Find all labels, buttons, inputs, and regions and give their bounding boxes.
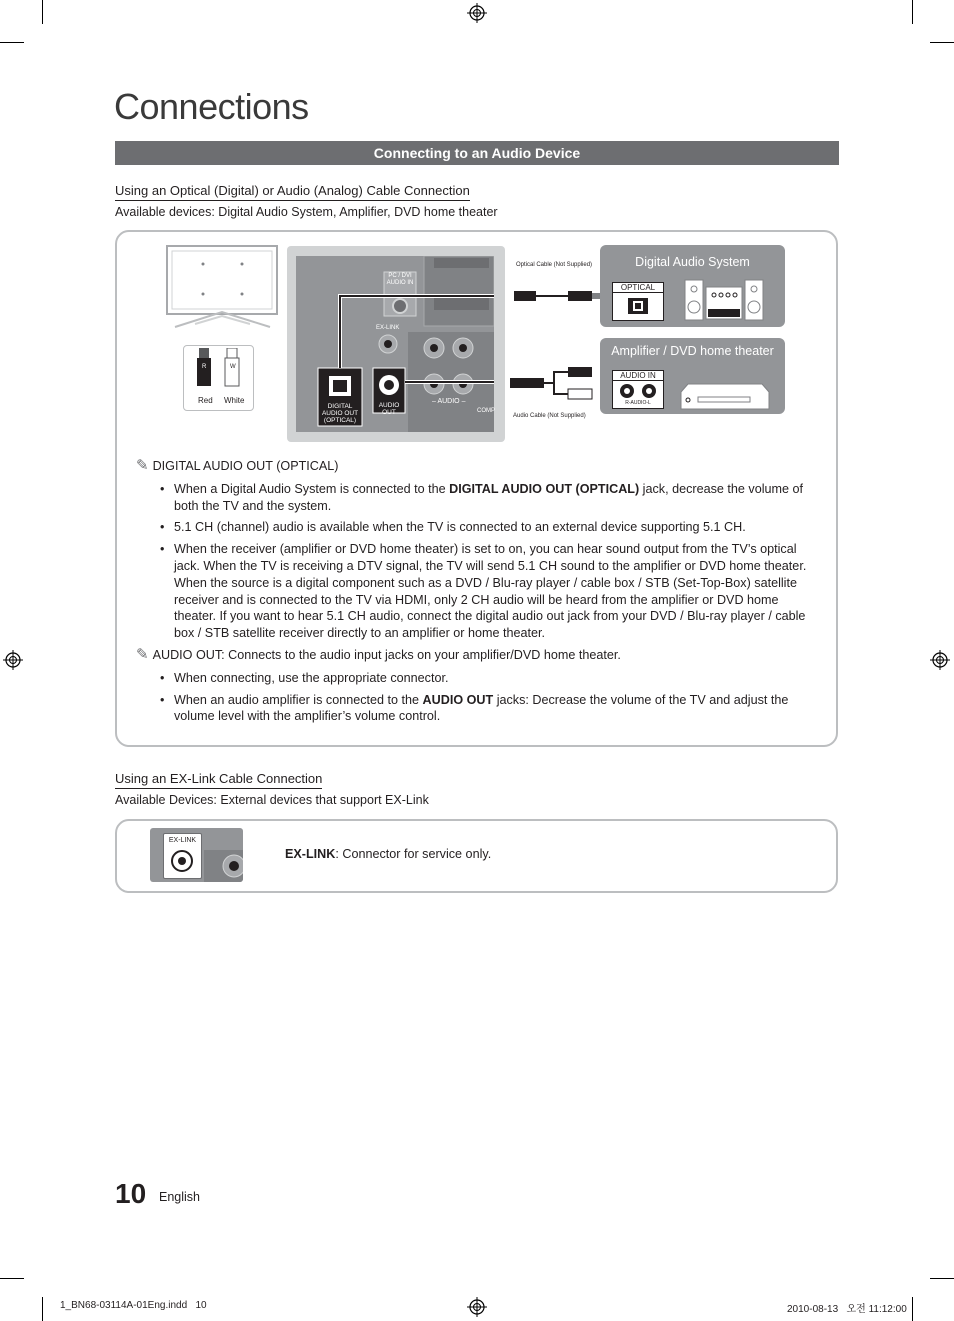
- exlink-panel-label: EX-LINK: [376, 325, 400, 331]
- optical-cable-label: Optical Cable (Not Supplied): [516, 262, 593, 268]
- amplifier-dvd-device: [600, 338, 785, 414]
- audio-in-port-label: AUDIO IN: [613, 371, 663, 381]
- audio-cable-icon: [506, 364, 602, 404]
- digital-audio-system-device: [600, 245, 785, 327]
- red-cable-label: Red: [198, 396, 213, 405]
- digital-audio-bullets: [136, 481, 819, 642]
- note-audio-out-text: [153, 647, 621, 664]
- exlink-jack-icon: [170, 849, 194, 873]
- registration-mark-icon: [467, 3, 487, 23]
- section-banner: Connecting to an Audio Device: [115, 141, 839, 165]
- audio-out-bullets: [136, 670, 819, 725]
- optical-port-label: OPTICAL: [613, 283, 663, 293]
- section1-available-devices: Available devices: Digital Audio System, Amplifier, DVD home theater: [115, 205, 498, 219]
- registration-mark-icon: [467, 1297, 487, 1317]
- bullet-text: When connecting, use the appropriate connector.: [174, 670, 449, 685]
- crop-mark: [42, 1297, 43, 1321]
- notes-block: [136, 458, 819, 725]
- bullet-text: When a Digital Audio System is connected to the: [174, 481, 450, 496]
- rca-cable-illustration: [183, 345, 254, 411]
- page-language: English: [159, 1190, 200, 1204]
- audio-jack-label: – AUDIO –: [432, 398, 466, 405]
- crop-mark: [42, 0, 43, 24]
- audio-in-jacks-icon: [619, 383, 657, 399]
- optical-port-box: [612, 282, 664, 321]
- crop-mark: [930, 1278, 954, 1279]
- crop-mark: [912, 0, 913, 24]
- footer-file-info: 1_BN68-03114A-01Eng.indd 10: [60, 1300, 207, 1311]
- footer-date-info: 2010-08-13 오전 11:12:00: [787, 1304, 907, 1315]
- exlink-port-illustration: [150, 828, 243, 882]
- bullet-bold: DIGITAL AUDIO OUT (OPTICAL): [449, 481, 640, 496]
- r-audio-l-label: R-AUDIO-L: [625, 400, 651, 406]
- section2-available-devices: Available Devices: External devices that support EX-Link: [115, 793, 429, 807]
- crop-mark: [930, 42, 954, 43]
- white-cable-label: White: [224, 396, 245, 405]
- note-audio-out-rest: : Connects to the audio input jacks on your amplifier/DVD home theater.: [221, 647, 621, 662]
- bullet-item: [136, 692, 819, 726]
- optical-port-icon: [627, 297, 649, 315]
- tv-back-illustration: [165, 244, 280, 330]
- registration-mark-icon: [930, 650, 950, 670]
- exlink-desc-text: : Connector for service only.: [335, 847, 492, 861]
- rca-r-mark: R: [202, 364, 207, 370]
- bullet-text: When the receiver (amplifier or DVD home theater) is set to on, you can hear sound output from the TV’s optical jack. When the TV is receiving a DTV signal, the TV will send 5.1 CH sound to the amplifier or DVD home theater. When the source is a digital component such as a DVD / Blu-ray player / cable box / STB (Set-Top-Box) satellite receiver and is connected to the TV via HDMI, only 2 CH audio will be heard from the amplifier or DVD home theater. If you want to hear 5.1 CH audio, connect the digital audio out jack from your DVD / Blu-ray player / cable box / STB satellite receiver directly to an amplifier or home theater.: [174, 542, 807, 641]
- note-digital-audio-out-head: DIGITAL AUDIO OUT (OPTICAL): [152, 459, 339, 473]
- amplifier-dvd-title: Amplifier / DVD home theater: [611, 344, 774, 358]
- note-pencil-icon: ✎: [136, 645, 149, 663]
- note-digital-audio-out: [136, 458, 819, 475]
- pc-dvi-label: PC / DVI AUDIO IN: [386, 273, 414, 286]
- exlink-bold-label: EX-LINK: [285, 847, 336, 861]
- page-title: Connections: [114, 86, 309, 127]
- page-number: 10: [115, 1178, 147, 1209]
- exlink-port-label: EX-LINK: [168, 837, 197, 844]
- audio-system-icon: [684, 279, 764, 321]
- dvd-player-icon: [680, 382, 770, 410]
- bullet-item: [136, 541, 819, 642]
- crop-mark: [912, 1297, 913, 1321]
- bullet-item: [136, 519, 819, 536]
- bullet-text: jack, decrease the volume of both the TV and the system.: [174, 481, 803, 513]
- note-audio-out-head: AUDIO OUT: [152, 647, 222, 662]
- registration-mark-icon: [3, 650, 23, 670]
- crop-mark: [0, 42, 24, 43]
- panel-jack-icon: [220, 852, 243, 880]
- bullet-text: jacks: Decrease the volume of the TV and adjust the volume level with the amplifier’s volume control.: [174, 692, 789, 724]
- optical-cable-icon: [506, 286, 602, 306]
- rca-plugs-icon: [194, 348, 244, 392]
- bullet-item: [136, 670, 819, 687]
- digital-audio-out-label: DIGITAL AUDIO OUT (OPTICAL): [321, 403, 359, 424]
- note-pencil-icon: ✎: [136, 457, 149, 474]
- audio-in-port-box: [612, 370, 664, 409]
- exlink-description: [285, 847, 491, 861]
- rca-w-mark: W: [230, 364, 236, 370]
- section2-heading: Using an EX-Link Cable Connection: [115, 771, 322, 789]
- digital-audio-system-title: Digital Audio System: [635, 255, 750, 269]
- audio-out-label: AUDIO OUT: [378, 402, 400, 416]
- note-audio-out: [136, 647, 819, 664]
- bullet-item: [136, 481, 819, 515]
- section1-heading: Using an Optical (Digital) or Audio (Analog) Cable Connection: [115, 183, 470, 201]
- bullet-text: When an audio amplifier is connected to the: [174, 692, 423, 707]
- bullet-bold: AUDIO OUT: [422, 692, 494, 707]
- audio-cable-label: Audio Cable (Not Supplied): [513, 413, 586, 419]
- bullet-text: 5.1 CH (channel) audio is available when the TV is connected to an external device supporting 5.1 CH.: [174, 520, 746, 535]
- crop-mark: [0, 1278, 24, 1279]
- comp-label: COMP: [477, 408, 495, 414]
